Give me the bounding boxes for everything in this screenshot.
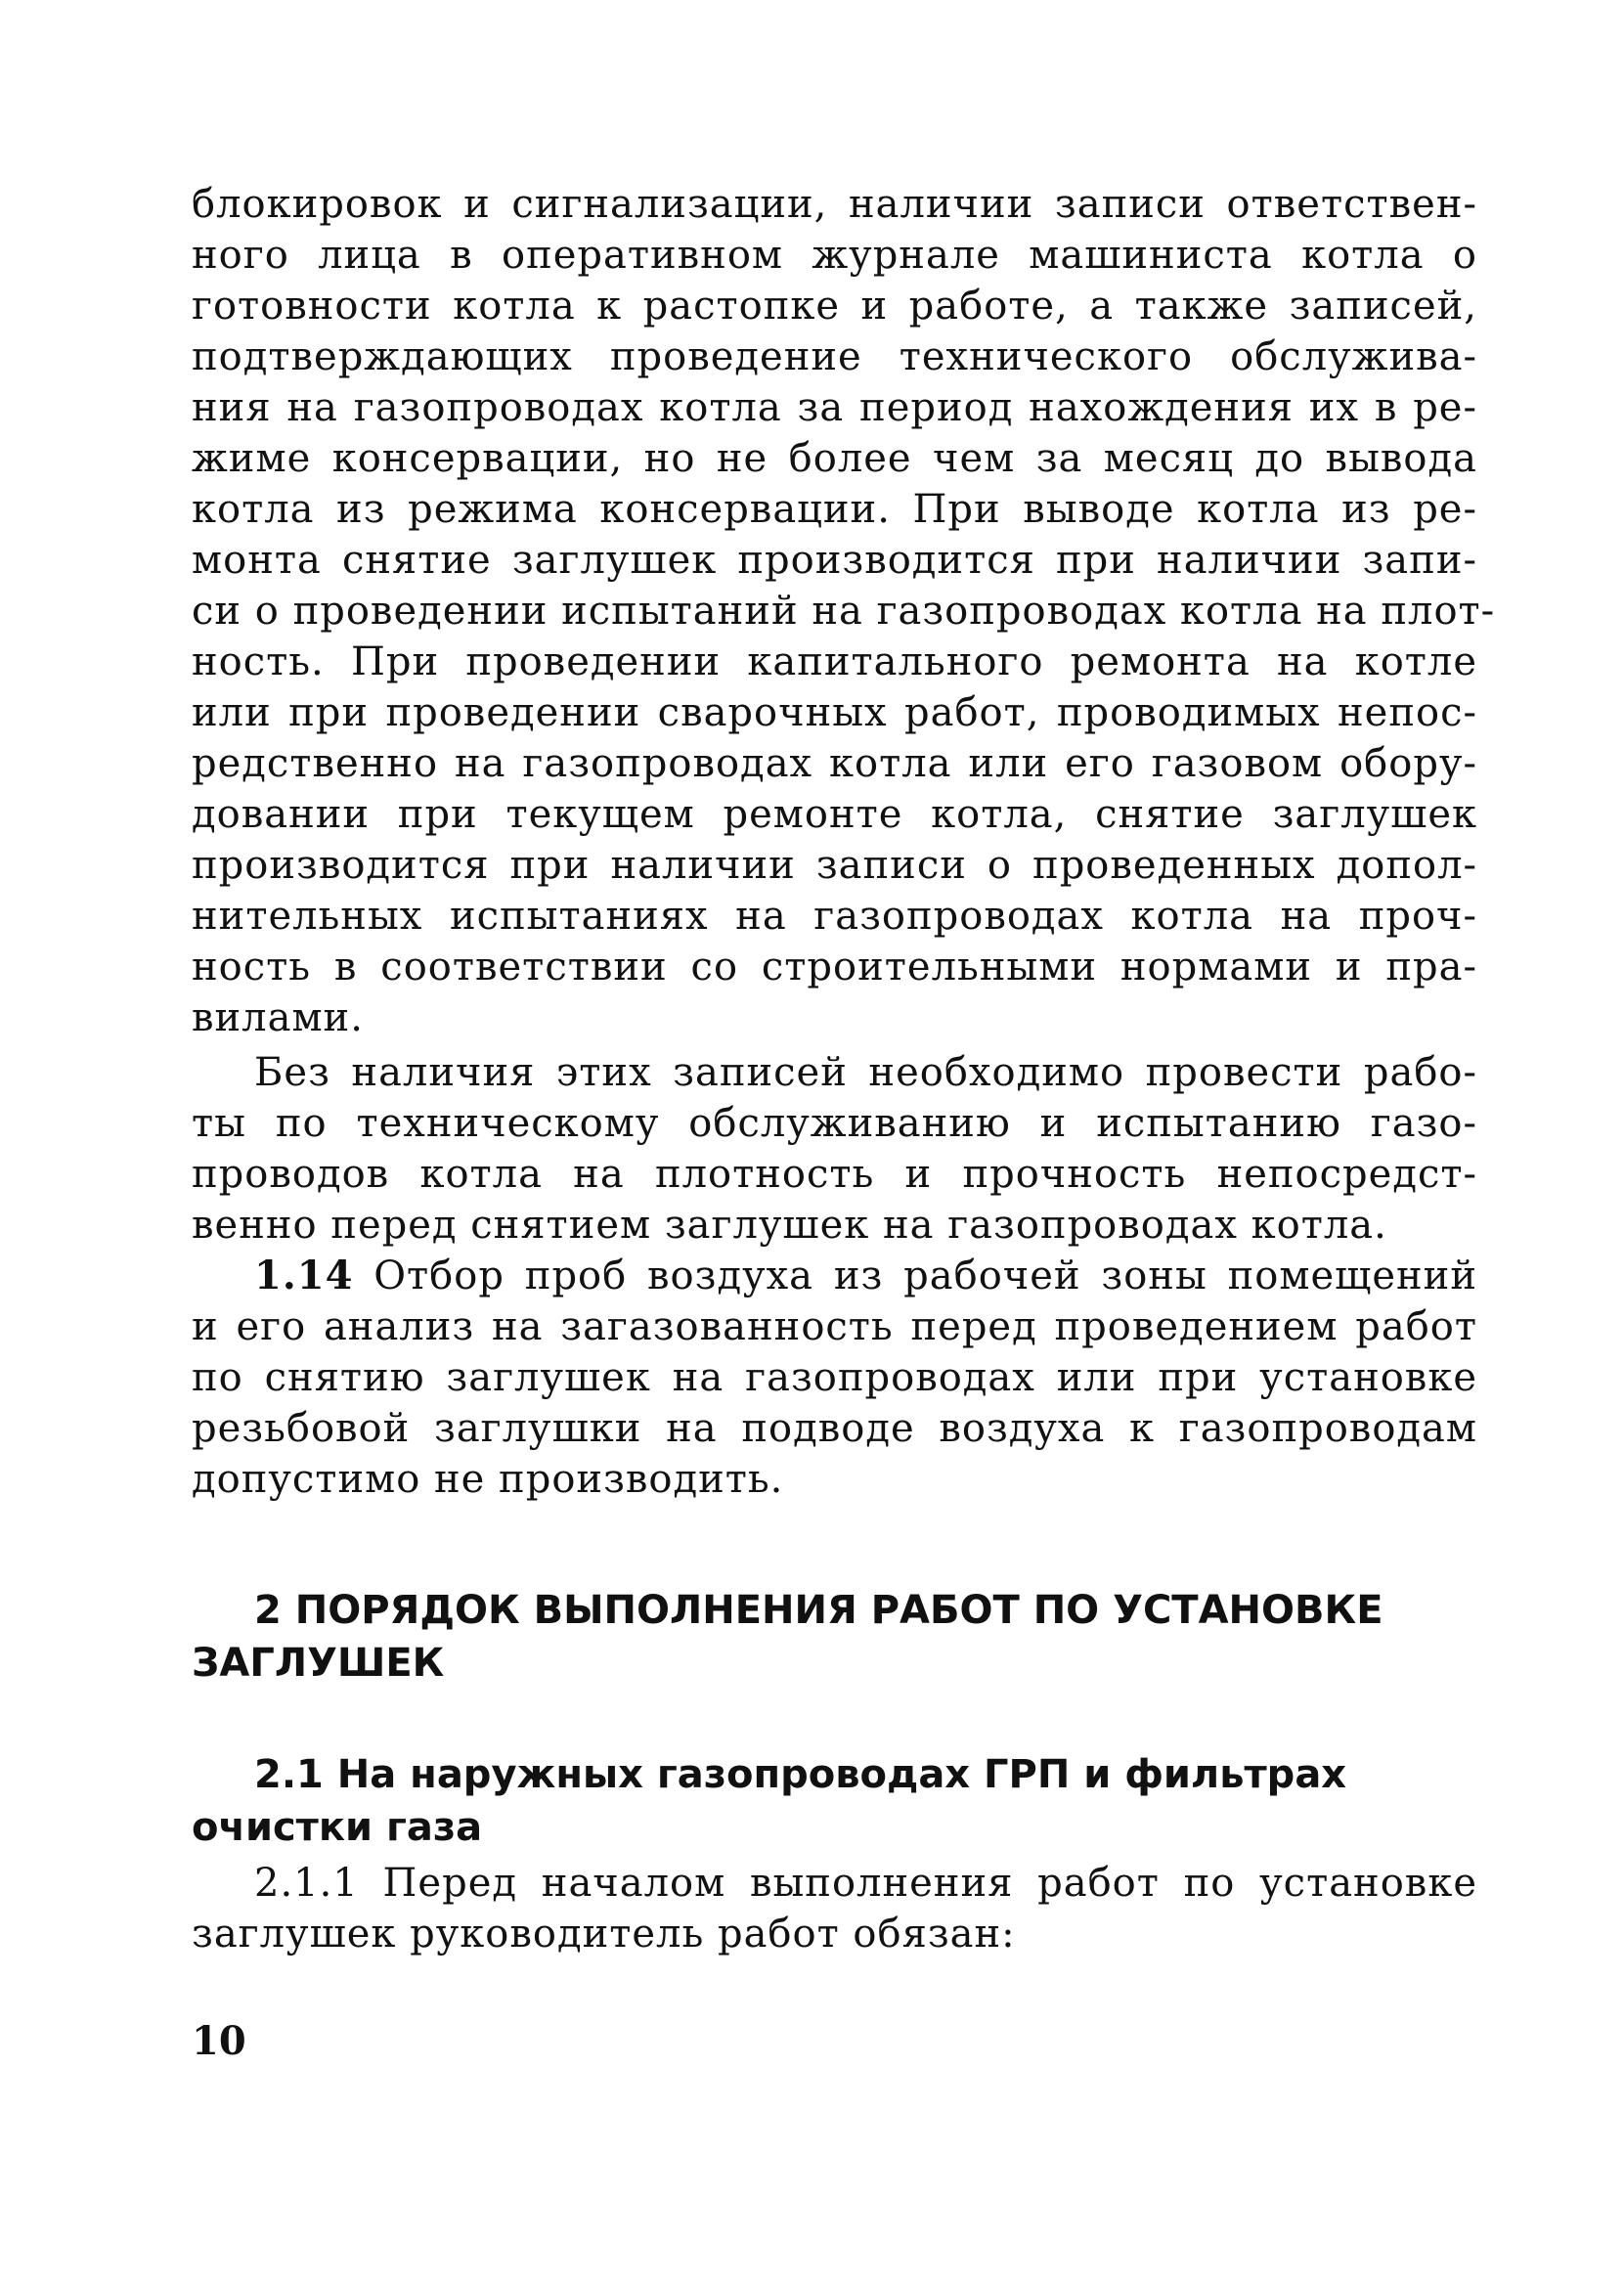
text-line: ность. При проведении капитального ремонта на котле xyxy=(192,639,1477,684)
text-line: ты по техническому обслуживанию и испытанию газо- xyxy=(192,1101,1477,1146)
text-line: Без наличия этих записей необходимо провести рабо- xyxy=(254,1050,1477,1095)
text-line: проводов котла на плотность и прочность непосредст- xyxy=(192,1152,1477,1197)
text-line: довании при текущем ремонте котла, снятие заглушек xyxy=(192,792,1477,837)
paragraph-2-1-1 xyxy=(192,1858,1477,1959)
text-line: допустимо не производить. xyxy=(192,1457,784,1502)
paragraph-1 xyxy=(192,179,1496,1043)
heading-line: очистки газа xyxy=(192,1805,483,1850)
section-heading xyxy=(192,1584,1383,1690)
clause-number: 1.14 xyxy=(254,1253,354,1298)
text-line: редственно на газопроводах котла или его газовом обору- xyxy=(192,741,1477,786)
text-line: нительных испытаниях на газопроводах котла на проч- xyxy=(192,894,1477,939)
text-line: готовности котла к растопке и работе, а также записей, xyxy=(192,284,1477,329)
text-line: монта снятие заглушек производится при наличии запи- xyxy=(192,538,1477,583)
text-line: или при проведении сварочных работ, проводимых непос- xyxy=(192,690,1477,735)
text-line xyxy=(192,1251,1477,1301)
text-line: ность в соответствии со строительными нормами и пра- xyxy=(192,945,1477,990)
text-line: подтверждающих проведение технического обслужива- xyxy=(192,334,1477,379)
text-line: 2.1.1 Перед началом выполнения работ по установке xyxy=(254,1861,1477,1906)
text-line: жиме консервации, но не более чем за месяц до вывода xyxy=(192,436,1477,481)
clause-text: Отбор проб воздуха из рабочей зоны помещений xyxy=(353,1253,1477,1298)
text-line: си о проведении испытаний на газопроводах котла на плот- xyxy=(192,589,1496,634)
text-line: резьбовой заглушки на подводе воздуха к газопроводам xyxy=(192,1406,1477,1451)
subsection-heading xyxy=(192,1748,1347,1854)
page-number: 10 xyxy=(192,2018,246,2064)
heading-line: ЗАГЛУШЕК xyxy=(192,1641,445,1686)
text-line: и его анализ на загазованность перед проведением работ xyxy=(192,1304,1477,1349)
text-line: котла из режима консервации. При выводе котла из ре- xyxy=(192,487,1477,532)
heading-line: 2 ПОРЯДОК ВЫПОЛНЕНИЯ РАБОТ ПО УСТАНОВКЕ xyxy=(254,1588,1383,1633)
paragraph-2 xyxy=(192,1047,1477,1251)
text-line: производится при наличии записи о проведенных допол- xyxy=(192,843,1477,888)
text-line: блокировок и сигнализации, наличии записи ответствен- xyxy=(192,182,1477,227)
heading-line: 2.1 На наружных газопроводах ГРП и фильтрах xyxy=(254,1752,1347,1797)
text-line: заглушек руководитель работ обязан: xyxy=(192,1912,1016,1957)
text-line: ного лица в оперативном журнале машиниста котла о xyxy=(192,233,1477,278)
text-line: ния на газопроводах котла за период нахождения их в ре- xyxy=(192,385,1477,430)
paragraph-1-14 xyxy=(192,1251,1477,1505)
text-line: венно перед снятием заглушек на газопроводах котла. xyxy=(192,1203,1387,1248)
text-line: по снятию заглушек на газопроводах или при установке xyxy=(192,1355,1477,1400)
text-line: вилами. xyxy=(192,995,364,1040)
